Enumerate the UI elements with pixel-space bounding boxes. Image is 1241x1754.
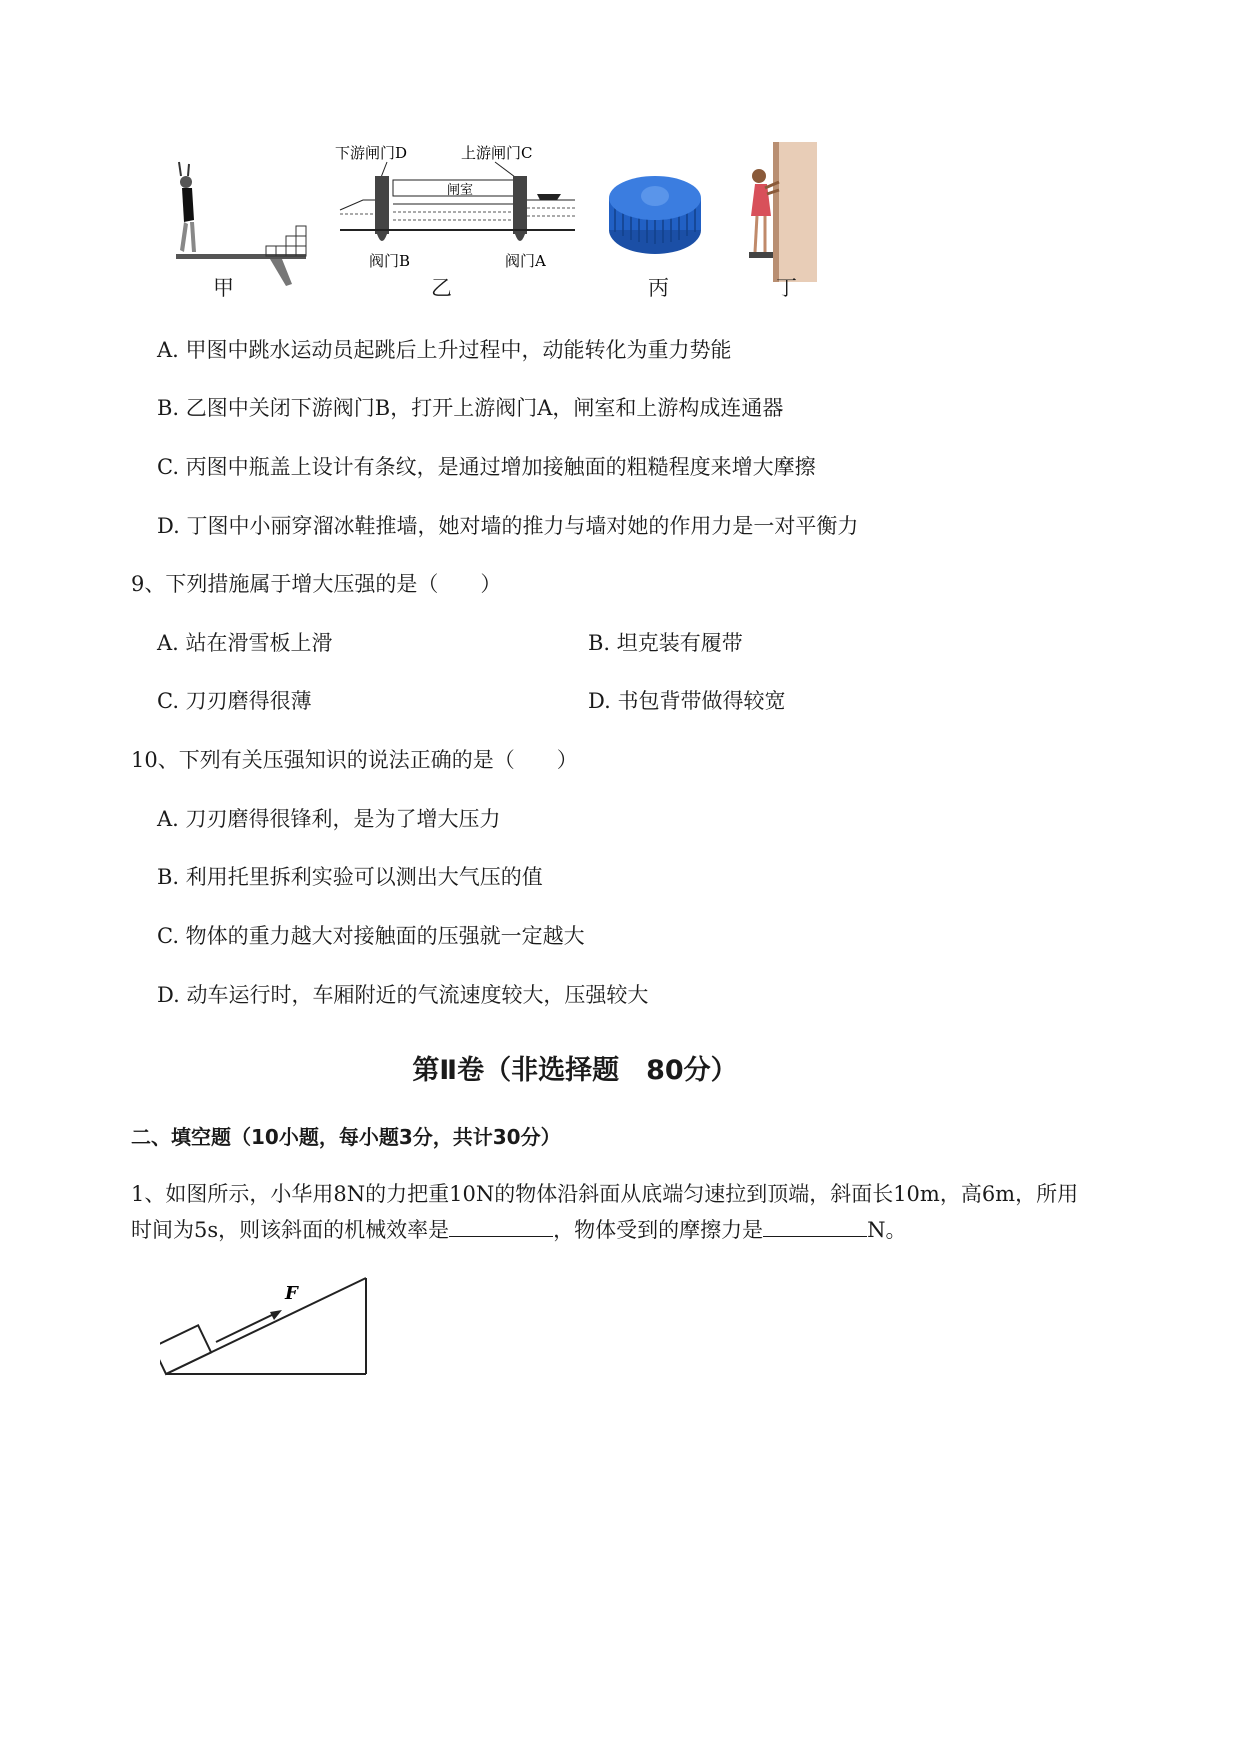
upstream-gate-label: 上游闸门C — [461, 144, 533, 162]
fill1-line2 — [131, 1214, 907, 1244]
fill1-text-c: N。 — [867, 1218, 907, 1242]
fill1-text-a: 时间为5s，则该斜面的机械效率是 — [131, 1218, 450, 1242]
q10-option-a: A. 刀刃磨得很锋利，是为了增大压力 — [157, 807, 501, 831]
block — [160, 1325, 211, 1374]
ship-lock-diagram — [335, 140, 575, 275]
q10-option-d: D. 动车运行时，车厢附近的气流速度较大，压强较大 — [157, 983, 649, 1007]
q9-stem: 9、下列措施属于增大压强的是（ ） — [131, 572, 502, 596]
q10-option-b: B. 利用托里拆利实验可以测出大气压的值 — [157, 865, 543, 889]
girl-pushing-wall-illustration — [745, 142, 825, 282]
valve-b-label: 阀门B — [369, 252, 411, 270]
figure-label-yi: 乙 — [431, 276, 452, 300]
q8-option-b: B. 乙图中关闭下游阀门B，打开上游阀门A，闸室和上游构成连通器 — [157, 396, 784, 420]
q9-option-c: C. 刀刃磨得很薄 — [157, 689, 312, 713]
q8-option-d: D. 丁图中小丽穿溜冰鞋推墙，她对墙的推力与墙对她的作用力是一对平衡力 — [157, 514, 859, 538]
valve-a-label: 阀门A — [505, 252, 546, 270]
force-label: F — [285, 1283, 298, 1304]
chamber-label: 闸室 — [447, 183, 474, 198]
q9-option-a: A. 站在滑雪板上滑 — [157, 631, 333, 655]
section-2-title: 第Ⅱ卷（非选择题 80分） — [412, 1055, 738, 1086]
downstream-gate-label: 下游闸门D — [335, 144, 408, 162]
q10-stem: 10、下列有关压强知识的说法正确的是（ ） — [131, 748, 578, 772]
fill-in-part-heading: 二、填空题（10小题，每小题3分，共计30分） — [131, 1125, 561, 1149]
figure-label-jia: 甲 — [213, 276, 234, 300]
fill1-text-b: ，物体受到的摩擦力是 — [553, 1218, 764, 1242]
q8-option-a: A. 甲图中跳水运动员起跳后上升过程中，动能转化为重力势能 — [157, 338, 732, 362]
force-arrow — [216, 1313, 276, 1342]
diver-illustration — [170, 160, 320, 310]
q8-option-c: C. 丙图中瓶盖上设计有条纹，是通过增加接触面的粗糙程度来增大摩擦 — [157, 455, 816, 479]
friction-blank[interactable] — [763, 1214, 867, 1237]
q9-option-d: D. 书包背带做得较宽 — [588, 689, 786, 713]
figure-label-bing: 丙 — [648, 276, 669, 300]
bottle-cap-photo — [605, 170, 705, 260]
figure-row — [150, 140, 930, 340]
efficiency-blank[interactable] — [449, 1214, 553, 1237]
q9-option-b: B. 坦克装有履带 — [588, 631, 743, 655]
figure-label-ding: 丁 — [776, 276, 797, 300]
q10-option-c: C. 物体的重力越大对接触面的压强就一定越大 — [157, 924, 585, 948]
inclined-plane-diagram — [160, 1272, 380, 1382]
fill1-line1: 1、如图所示，小华用8N的力把重10N的物体沿斜面从底端匀速拉到顶端，斜面长10m，高6m，所用 — [131, 1182, 1079, 1206]
